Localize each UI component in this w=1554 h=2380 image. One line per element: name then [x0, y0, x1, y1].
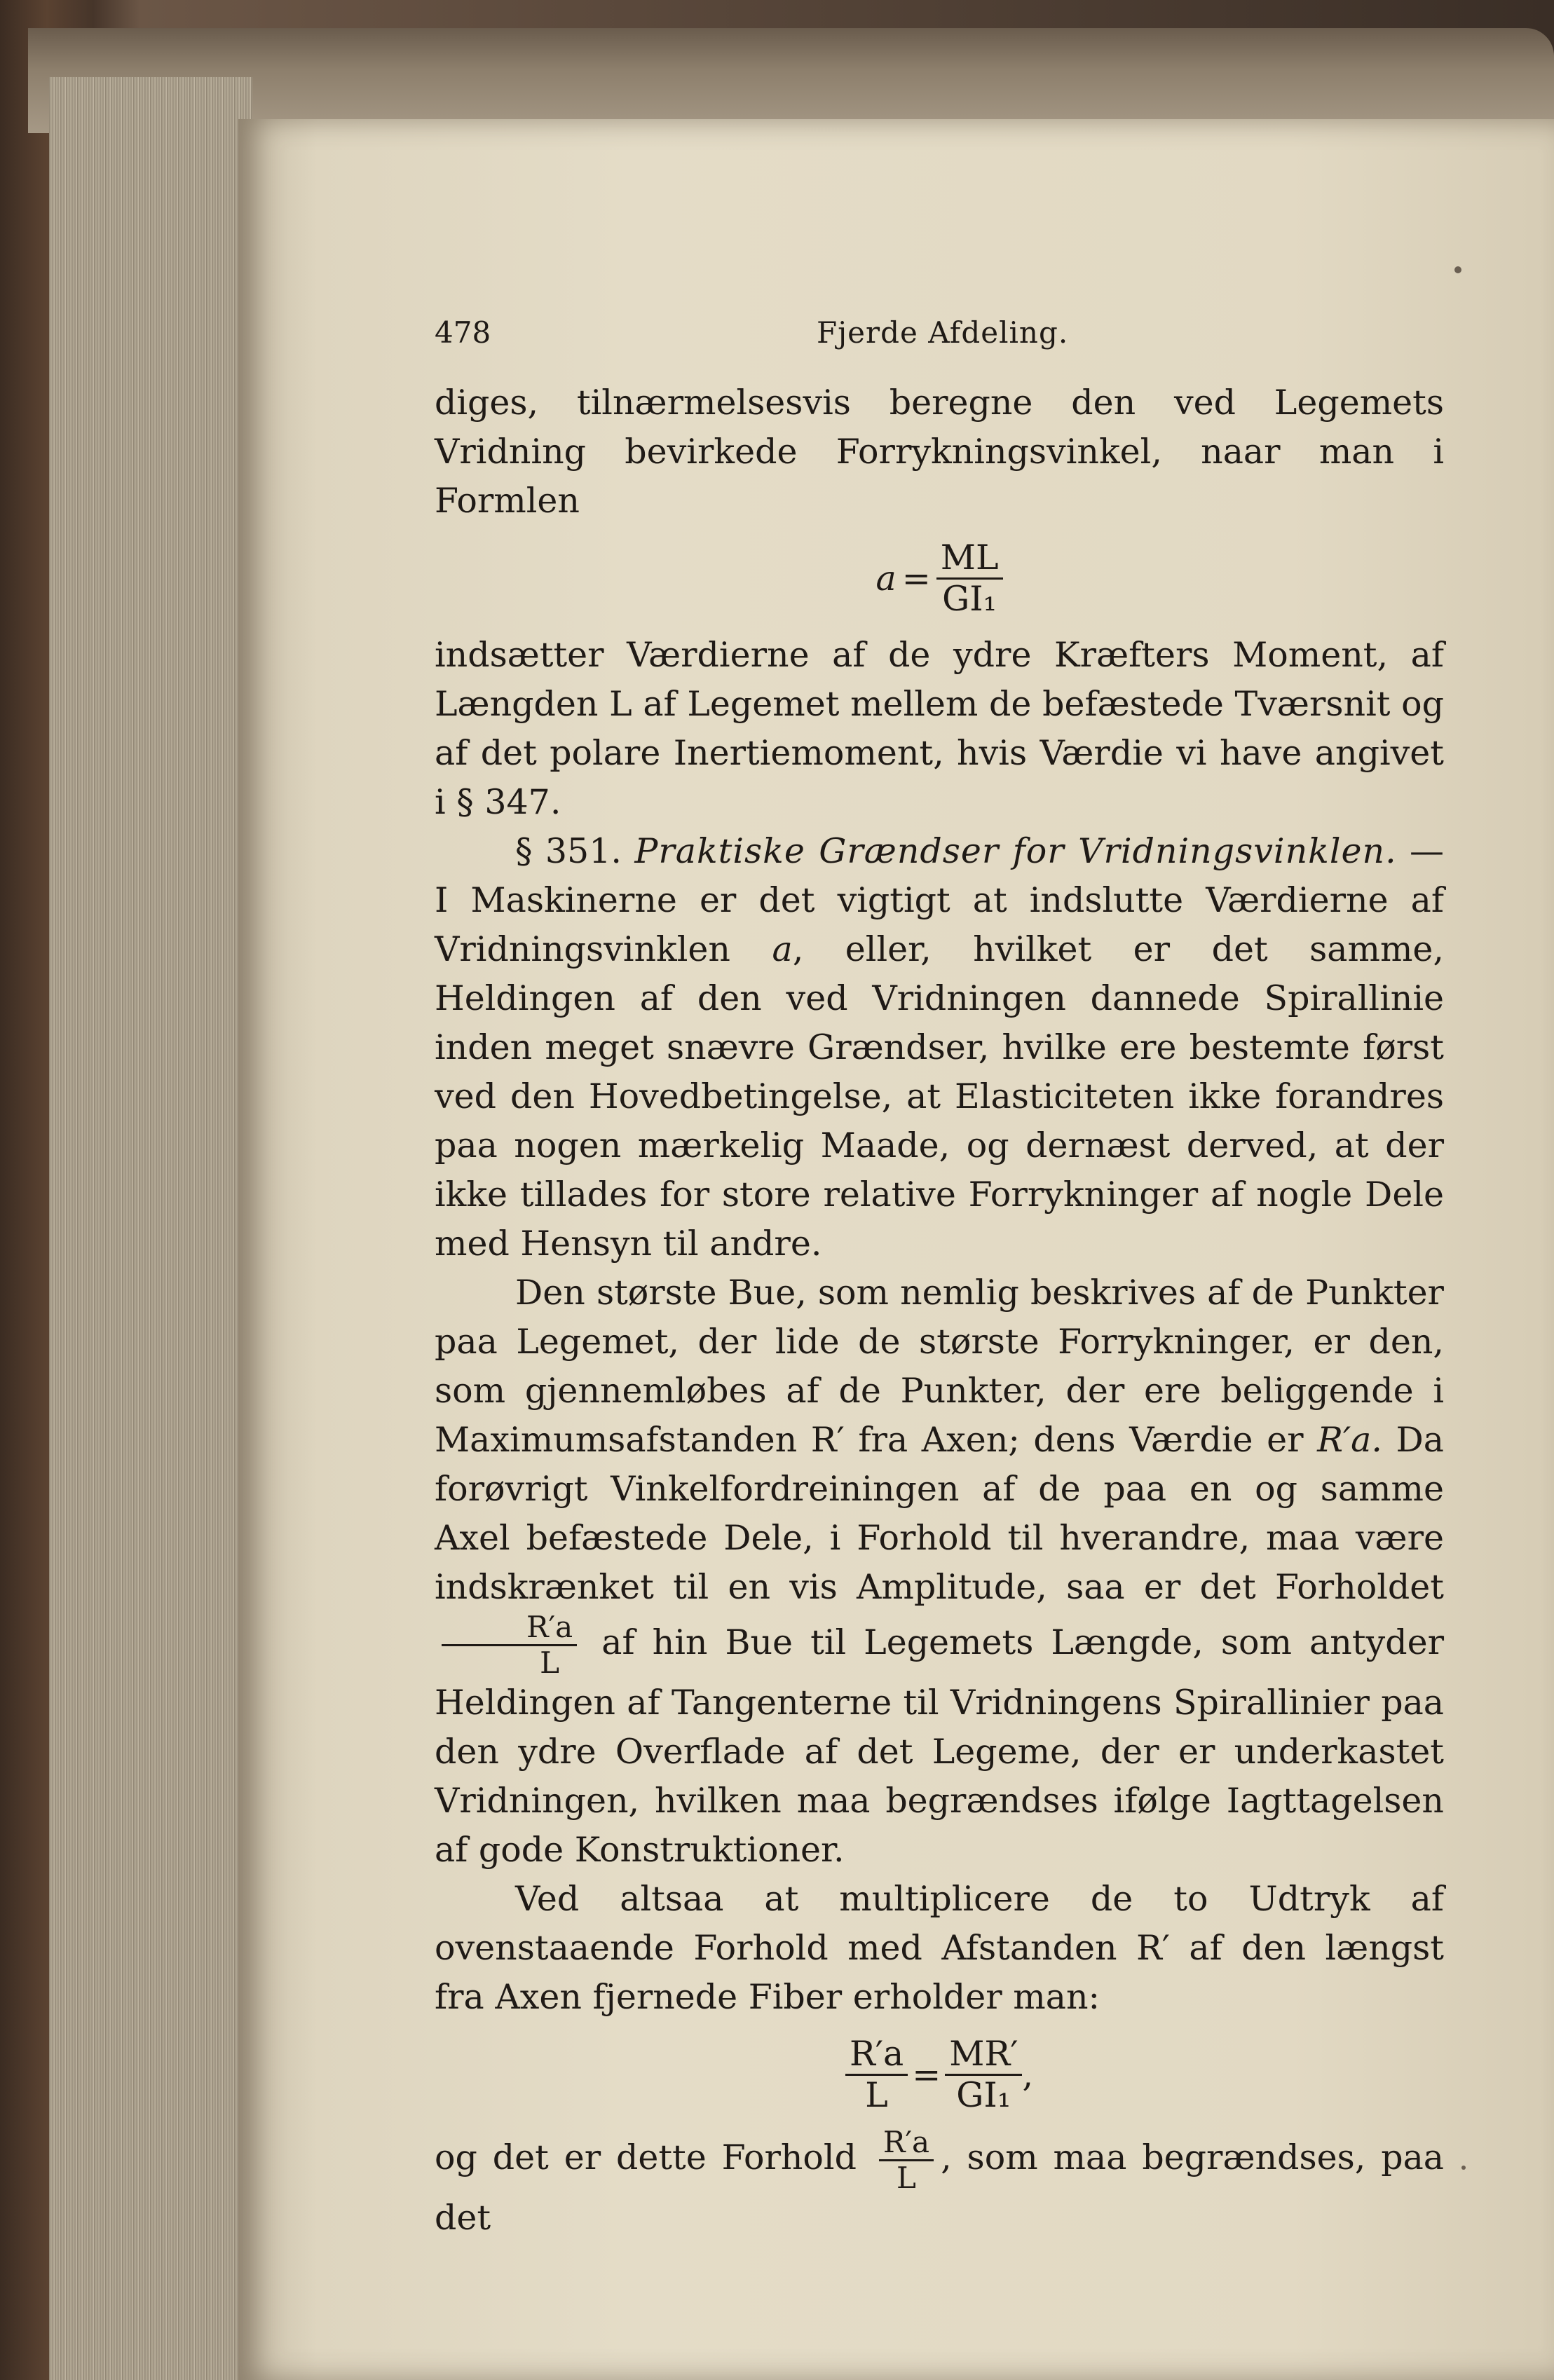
formula2-left-den: L — [865, 2074, 888, 2115]
paragraph-5-b: som maa begrændses, paa det — [435, 2138, 1445, 2238]
book-top-edge — [28, 28, 1554, 133]
section-351 — [435, 827, 1444, 1268]
paragraph-3-b: Da forøvrigt Vinkelfordreiningen af de paa en og samme Axel befæstede Dele, i Forhold til hverandre, maa være indskrænket til en vis Amplitude, saa er det Forholdet — [435, 1420, 1444, 1607]
inline-fraction-2 — [879, 2127, 934, 2194]
section-body-a: I Maskinerne er det vigtigt at indslutte Værdierne af Vridningsvinklen — [435, 880, 1444, 969]
section-title: Praktiske Grændser for Vridningsvinklen. — [634, 831, 1397, 871]
inline-fraction-num: R′a — [442, 1612, 577, 1646]
formula2-right-num: MR′ — [945, 2036, 1022, 2075]
inline-fraction-2-num: R′a — [879, 2127, 934, 2161]
paragraph-3-c: af hin Bue til Legemets Længde, som antyder Heldingen af Tangenterne til Vridningens Spirallinier paa den ydre Overflade af det Legeme, der er underkastet Vridningen, hvilken maa begrændses ifølge Iagttagelsen af gode Konstruktioner. — [435, 1622, 1444, 1871]
formula2-equals: = — [912, 2054, 941, 2095]
page-number: 478 — [435, 315, 491, 350]
formula-denominator: GI₁ — [942, 578, 997, 619]
formula2-left-fraction — [845, 2036, 908, 2113]
formula2-right-den: GI₁ — [956, 2074, 1011, 2115]
inline-fraction-2-den: L — [897, 2161, 916, 2196]
page-stack-edge — [49, 77, 252, 2380]
section-alpha: a — [772, 929, 793, 969]
formula-lhs: a — [875, 558, 897, 599]
paragraph-4: Ved altsaa at multiplicere de to Udtryk af ovenstaaende Forhold med Afstanden R′ af den længst fra Axen fjernede Fiber erholder man: — [435, 1879, 1444, 2018]
formula-numerator: ML — [936, 540, 1003, 579]
section-number: § 351. — [515, 831, 622, 871]
paragraph-1: diges, tilnærmelsesvis beregne den ved Legemets Vridning bevirkede Forrykningsvinkel, naar man i Formlen — [435, 383, 1444, 521]
formula-ratio — [435, 2022, 1444, 2127]
formula-fraction — [936, 540, 1003, 617]
paragraph-5 — [435, 2127, 1444, 2243]
paragraph-2: indsætter Værdierne af de ydre Kræfters Moment, af Længden L af Legemet mellem de befæstede Tværsnit og af det polare Inertiemoment, hvis Værdie vi have angivet i § 347. — [435, 635, 1444, 822]
running-head: Fjerde Afdeling. — [817, 315, 1069, 350]
paragraph-5-punct: , — [941, 2138, 952, 2178]
page-header — [435, 301, 1444, 378]
paragraph-3 — [435, 1268, 1444, 1875]
paper-spot — [1461, 2166, 1466, 2170]
formula2-punct: , — [1022, 2054, 1034, 2095]
formula2-left-num: R′a — [845, 2036, 908, 2075]
paragraph-3-a: Den største Bue, som nemlig beskrives af de Punkter paa Legemet, der lide de største Forrykninger, er den, som gjennemløbes af de Punkter, der ere beliggende i Maximumsafstanden R′ fra Axen; dens Værdie er — [435, 1273, 1444, 1460]
section-dash: — — [1410, 831, 1445, 871]
formula2-right-fraction — [945, 2036, 1022, 2113]
paragraph-5-a: og det er dette Forhold — [435, 2138, 857, 2178]
formula-equals: = — [901, 558, 931, 599]
inline-fraction-ratio — [442, 1610, 577, 1681]
paragraph-3-value: R′a. — [1317, 1420, 1382, 1460]
formula-twist-angle — [435, 526, 1444, 631]
inline-fraction-den: L — [540, 1646, 560, 1681]
paper-spot — [1454, 266, 1461, 273]
section-body-b: , eller, hvilket er det samme, Heldingen af den ved Vridningen dannede Spirallinie inden meget snævre Grændser, hvilke ere bestemte først ved den Hovedbetingelse, at Elasticiteten ikke forandres paa nogen mærkelig Maade, og dernæst derved, at der ikke tillades for store relative Forrykninger af nogle Dele med Hensyn til andre. — [435, 929, 1444, 1264]
text-block — [435, 301, 1444, 2243]
